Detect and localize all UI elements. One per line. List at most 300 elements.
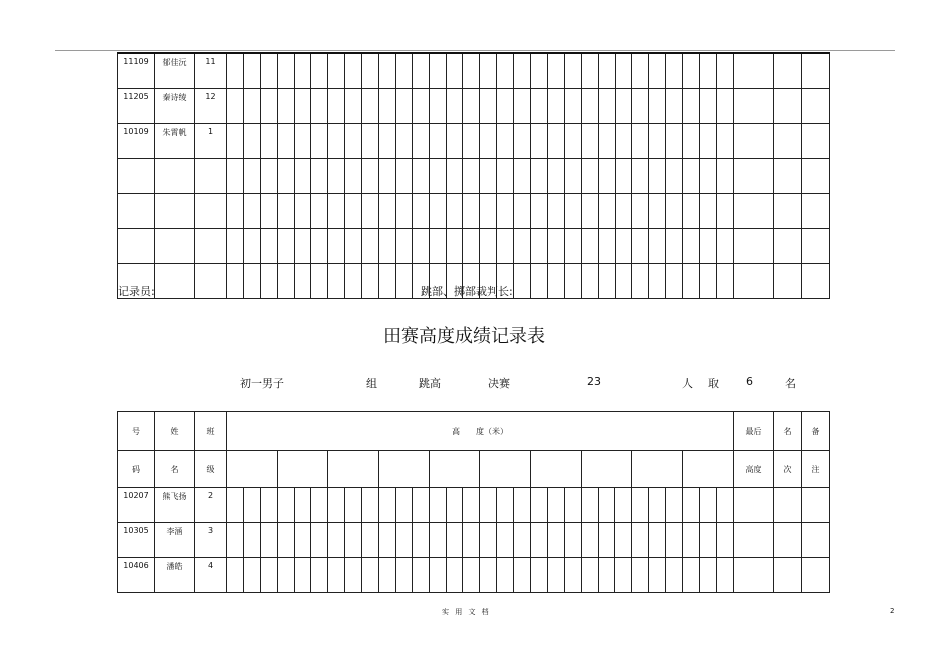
score-cell <box>311 89 328 124</box>
score-cell <box>598 488 615 523</box>
score-cell <box>429 124 446 159</box>
score-cell <box>581 264 598 299</box>
score-cell <box>581 89 598 124</box>
score-cell <box>699 89 716 124</box>
score-cell <box>801 229 829 264</box>
score-cell <box>311 558 328 593</box>
cell-name: 郁佳沅 <box>155 53 195 89</box>
score-cell <box>598 523 615 558</box>
score-cell <box>598 89 615 124</box>
score-cell <box>683 264 700 299</box>
score-cell <box>412 89 429 124</box>
score-cell <box>260 124 277 159</box>
score-cell <box>311 523 328 558</box>
score-cell <box>733 229 773 264</box>
score-cell <box>243 523 260 558</box>
score-cell <box>429 488 446 523</box>
score-cell <box>581 53 598 89</box>
score-cell <box>649 229 666 264</box>
take-label: 取 <box>708 377 719 390</box>
score-cell <box>345 159 362 194</box>
score-cell <box>395 488 412 523</box>
score-cell <box>683 89 700 124</box>
score-cell <box>497 89 514 124</box>
table-row <box>118 488 830 523</box>
height-attempt-header <box>227 451 278 488</box>
score-cell <box>514 89 531 124</box>
score-cell <box>547 53 564 89</box>
cell-id: 10305 <box>118 523 155 558</box>
cell-class: 12 <box>195 89 227 124</box>
score-cell <box>463 488 480 523</box>
header-height: 高 度（米） <box>227 412 734 451</box>
score-cell <box>514 159 531 194</box>
cell-name: 秦诗绫 <box>155 89 195 124</box>
score-cell <box>497 558 514 593</box>
score-cell <box>564 159 581 194</box>
score-cell <box>345 488 362 523</box>
score-cell <box>632 264 649 299</box>
score-cell <box>243 159 260 194</box>
score-cell <box>514 124 531 159</box>
score-cell <box>480 53 497 89</box>
score-cell <box>277 229 294 264</box>
score-cell <box>514 558 531 593</box>
cell-name: 熊飞扬 <box>155 488 195 523</box>
score-cell <box>395 53 412 89</box>
score-cell <box>379 194 396 229</box>
score-cell <box>227 523 244 558</box>
score-cell <box>345 124 362 159</box>
score-cell <box>480 89 497 124</box>
cell-class: 4 <box>195 558 227 593</box>
score-cell <box>716 89 733 124</box>
score-cell <box>345 53 362 89</box>
score-cell <box>547 159 564 194</box>
score-cell <box>277 89 294 124</box>
table-row <box>118 229 830 264</box>
score-cell <box>699 264 716 299</box>
score-cell <box>294 194 311 229</box>
score-cell <box>446 89 463 124</box>
score-cell <box>328 159 345 194</box>
score-cell <box>615 194 632 229</box>
score-cell <box>379 53 396 89</box>
score-cell <box>412 53 429 89</box>
score-cell <box>260 194 277 229</box>
score-cell <box>649 194 666 229</box>
take-count: 6 <box>746 375 753 388</box>
recorder-label: 记录员: <box>118 285 155 298</box>
score-cell <box>531 194 548 229</box>
table-row <box>118 124 830 159</box>
score-cell <box>801 194 829 229</box>
score-cell <box>294 159 311 194</box>
cell-class <box>195 264 227 299</box>
height-attempt-header <box>531 451 582 488</box>
score-cell <box>480 229 497 264</box>
score-cell <box>480 488 497 523</box>
score-cell <box>412 194 429 229</box>
score-cell <box>547 523 564 558</box>
score-cell <box>598 558 615 593</box>
score-cell <box>243 264 260 299</box>
score-cell <box>294 264 311 299</box>
score-cell <box>328 558 345 593</box>
score-cell <box>429 53 446 89</box>
score-cell <box>531 488 548 523</box>
header-note: 备 <box>802 412 830 451</box>
score-cell <box>699 558 716 593</box>
score-cell <box>294 229 311 264</box>
score-cell <box>463 159 480 194</box>
score-cell <box>328 523 345 558</box>
score-cell <box>345 264 362 299</box>
score-cell <box>362 558 379 593</box>
height-attempt-header <box>683 451 734 488</box>
table-row <box>118 523 830 558</box>
score-cell <box>379 124 396 159</box>
page-top-rule <box>55 50 895 51</box>
score-cell <box>733 264 773 299</box>
score-cell <box>395 558 412 593</box>
score-cell <box>311 194 328 229</box>
score-cell <box>615 558 632 593</box>
score-cell <box>227 53 244 89</box>
score-cell <box>598 264 615 299</box>
score-cell <box>362 264 379 299</box>
table-row <box>118 53 830 89</box>
score-cell <box>412 159 429 194</box>
score-cell <box>649 124 666 159</box>
score-cell <box>497 159 514 194</box>
score-cell <box>277 558 294 593</box>
score-cell <box>446 558 463 593</box>
cell-class: 1 <box>195 124 227 159</box>
score-cell <box>412 558 429 593</box>
score-cell <box>649 558 666 593</box>
score-cell <box>615 264 632 299</box>
score-cell <box>733 124 773 159</box>
cell-id <box>118 159 155 194</box>
score-cell <box>598 159 615 194</box>
score-cell <box>463 124 480 159</box>
score-cell <box>497 124 514 159</box>
score-cell <box>615 523 632 558</box>
score-cell <box>632 124 649 159</box>
height-attempt-header <box>429 451 480 488</box>
score-cell <box>801 264 829 299</box>
score-cell <box>683 124 700 159</box>
header-class: 班 <box>195 412 227 451</box>
score-cell <box>649 523 666 558</box>
score-cell <box>581 488 598 523</box>
score-cell <box>773 229 801 264</box>
score-cell <box>227 488 244 523</box>
score-cell <box>683 488 700 523</box>
score-cell <box>801 53 829 89</box>
score-cell <box>446 488 463 523</box>
score-cell <box>547 264 564 299</box>
score-cell <box>581 124 598 159</box>
score-cell <box>345 194 362 229</box>
score-cell <box>328 488 345 523</box>
score-cell <box>699 159 716 194</box>
score-cell <box>260 264 277 299</box>
score-cell <box>666 488 683 523</box>
score-cell <box>683 53 700 89</box>
score-cell <box>581 194 598 229</box>
score-cell <box>362 229 379 264</box>
score-cell <box>311 53 328 89</box>
score-cell <box>649 264 666 299</box>
score-cell <box>480 558 497 593</box>
cell-name <box>155 194 195 229</box>
score-cell <box>514 488 531 523</box>
score-cell <box>429 558 446 593</box>
score-cell <box>716 523 733 558</box>
score-cell <box>531 264 548 299</box>
score-cell <box>615 124 632 159</box>
table-row <box>118 558 830 593</box>
score-cell <box>362 488 379 523</box>
score-cell <box>379 159 396 194</box>
header-number-2: 码 <box>118 451 155 488</box>
score-cell <box>733 194 773 229</box>
score-cell <box>412 488 429 523</box>
people-label: 人 <box>682 377 693 390</box>
score-cell <box>716 53 733 89</box>
score-cell <box>446 194 463 229</box>
score-cell <box>311 264 328 299</box>
score-cell <box>581 558 598 593</box>
score-cell <box>773 53 801 89</box>
score-cell <box>773 264 801 299</box>
header-last-height: 最后 <box>734 412 774 451</box>
score-cell <box>733 89 773 124</box>
score-cell <box>531 89 548 124</box>
cell-class <box>195 229 227 264</box>
score-cell <box>412 124 429 159</box>
score-cell <box>666 229 683 264</box>
judge-label: 跳部、掷部裁判长: <box>421 285 513 298</box>
score-cell <box>666 523 683 558</box>
score-cell <box>480 523 497 558</box>
score-cell <box>531 558 548 593</box>
score-cell <box>227 229 244 264</box>
score-cell <box>615 229 632 264</box>
score-cell <box>429 523 446 558</box>
score-cell <box>531 523 548 558</box>
score-cell <box>649 53 666 89</box>
score-cell <box>328 229 345 264</box>
score-cell <box>699 194 716 229</box>
score-cell <box>311 124 328 159</box>
header-rank-2: 次 <box>774 451 802 488</box>
score-cell <box>699 488 716 523</box>
cell-id: 10109 <box>118 124 155 159</box>
score-cell <box>666 89 683 124</box>
score-cell <box>734 523 774 558</box>
score-cell <box>379 488 396 523</box>
score-cell <box>429 194 446 229</box>
score-cell <box>531 124 548 159</box>
score-cell <box>734 558 774 593</box>
header-last-height-2: 高度 <box>734 451 774 488</box>
table-row <box>118 194 830 229</box>
score-cell <box>683 558 700 593</box>
score-cell <box>734 488 774 523</box>
score-cell <box>699 523 716 558</box>
score-cell <box>260 523 277 558</box>
score-cell <box>227 264 244 299</box>
score-cell <box>632 159 649 194</box>
score-cell <box>311 229 328 264</box>
score-cell <box>801 124 829 159</box>
cell-class <box>195 159 227 194</box>
score-cell <box>362 159 379 194</box>
height-attempt-header <box>632 451 683 488</box>
stage-name: 决赛 <box>488 377 510 390</box>
score-cell <box>277 488 294 523</box>
height-attempt-header <box>328 451 379 488</box>
score-cell <box>716 264 733 299</box>
header-row-top <box>118 412 830 451</box>
score-cell <box>446 53 463 89</box>
header-rank: 名 <box>774 412 802 451</box>
score-cell <box>277 53 294 89</box>
score-cell <box>649 488 666 523</box>
score-cell <box>497 53 514 89</box>
score-cell <box>802 523 830 558</box>
cell-id <box>118 229 155 264</box>
score-cell <box>463 229 480 264</box>
score-cell <box>243 558 260 593</box>
score-cell <box>345 523 362 558</box>
score-cell <box>699 229 716 264</box>
score-cell <box>328 194 345 229</box>
score-cell <box>243 89 260 124</box>
score-cell <box>294 124 311 159</box>
score-cell <box>243 229 260 264</box>
score-cell <box>773 194 801 229</box>
score-cell <box>277 124 294 159</box>
score-cell <box>379 89 396 124</box>
score-cell <box>446 124 463 159</box>
score-cell <box>227 89 244 124</box>
cell-name: 朱霄帆 <box>155 124 195 159</box>
score-cell <box>514 229 531 264</box>
cell-class: 3 <box>195 523 227 558</box>
cell-name <box>155 229 195 264</box>
score-cell <box>615 53 632 89</box>
score-cell <box>429 229 446 264</box>
score-cell <box>774 558 802 593</box>
score-cell <box>243 194 260 229</box>
score-cell <box>564 194 581 229</box>
header-note-2: 注 <box>802 451 830 488</box>
score-cell <box>328 124 345 159</box>
score-cell <box>311 159 328 194</box>
score-cell <box>547 194 564 229</box>
score-cell <box>547 558 564 593</box>
score-cell <box>446 159 463 194</box>
score-cell <box>260 488 277 523</box>
score-cell <box>564 558 581 593</box>
score-cell <box>243 488 260 523</box>
score-cell <box>429 89 446 124</box>
score-cell <box>243 53 260 89</box>
score-cell <box>277 264 294 299</box>
score-cell <box>683 159 700 194</box>
score-cell <box>277 159 294 194</box>
score-cell <box>260 229 277 264</box>
score-cell <box>666 194 683 229</box>
header-name-2: 名 <box>155 451 195 488</box>
score-cell <box>716 159 733 194</box>
score-cell <box>480 194 497 229</box>
score-cell <box>395 124 412 159</box>
score-cell <box>615 488 632 523</box>
score-cell <box>716 194 733 229</box>
score-cell <box>294 89 311 124</box>
score-cell <box>547 488 564 523</box>
score-cell <box>328 53 345 89</box>
score-cell <box>227 194 244 229</box>
score-cell <box>615 89 632 124</box>
score-cell <box>328 264 345 299</box>
score-cell <box>362 194 379 229</box>
score-cell <box>733 159 773 194</box>
score-cell <box>666 558 683 593</box>
score-cell <box>446 523 463 558</box>
score-cell <box>683 523 700 558</box>
score-cell <box>564 89 581 124</box>
score-cell <box>480 124 497 159</box>
score-cell <box>497 229 514 264</box>
score-cell <box>699 53 716 89</box>
score-cell <box>395 264 412 299</box>
score-cell <box>716 558 733 593</box>
score-cell <box>514 53 531 89</box>
score-cell <box>531 53 548 89</box>
score-cell <box>564 53 581 89</box>
score-cell <box>581 523 598 558</box>
score-cell <box>801 89 829 124</box>
score-cell <box>615 159 632 194</box>
score-cell <box>632 53 649 89</box>
score-cell <box>345 89 362 124</box>
score-cell <box>379 558 396 593</box>
score-cell <box>632 558 649 593</box>
score-cell <box>632 488 649 523</box>
participant-count: 23 <box>587 375 601 388</box>
score-cell <box>716 488 733 523</box>
score-cell <box>463 53 480 89</box>
score-cell <box>260 558 277 593</box>
score-cell <box>277 523 294 558</box>
header-number: 号 <box>118 412 155 451</box>
score-cell <box>463 194 480 229</box>
cell-id: 11109 <box>118 53 155 89</box>
cell-name: 潘皓 <box>155 558 195 593</box>
cell-class <box>195 194 227 229</box>
score-cell <box>362 89 379 124</box>
score-cell <box>227 558 244 593</box>
score-cell <box>463 558 480 593</box>
score-cell <box>632 229 649 264</box>
score-cell <box>497 488 514 523</box>
